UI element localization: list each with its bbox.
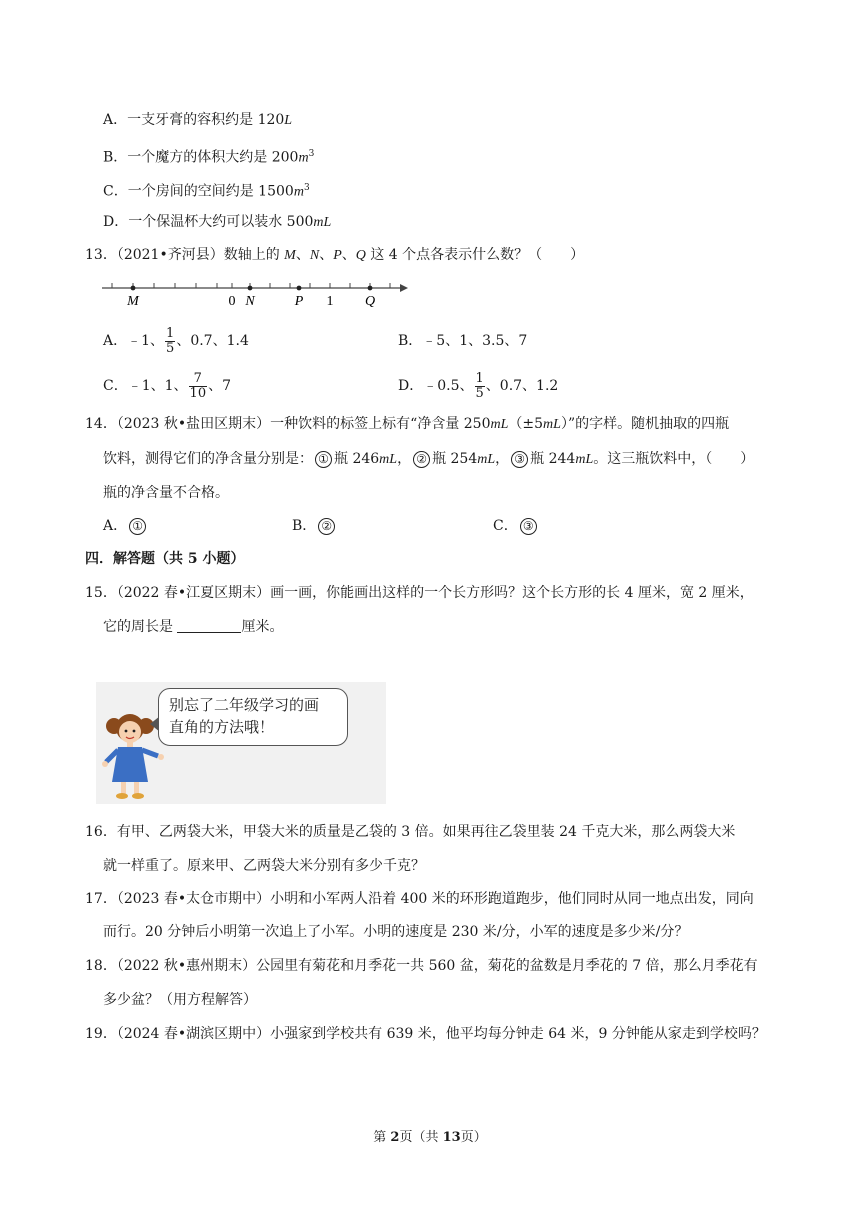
point-p xyxy=(297,286,302,291)
q12-option-b: B．一个魔方的体积大约是 $200m^3$ xyxy=(103,149,315,166)
q14-line-3: 瓶的净含量不合格。 xyxy=(103,485,229,501)
fraction: $\frac{1}{5}$ xyxy=(166,325,175,356)
label-zero: 0 xyxy=(228,294,236,309)
q14-option-a: A． ① xyxy=(103,516,148,536)
q16-line-1: 16．有甲、乙两袋大米，甲袋大米的质量是乙袋的 3 倍。如果再往乙袋里装 24 千克大米，那么两袋大米 xyxy=(85,824,736,840)
q18-line-2: 多少盆？（用方程解答） xyxy=(103,992,257,1008)
q12-option-d: D．一个保温杯大约可以装水 500mL xyxy=(103,214,332,230)
q18-line-1: 18．（2022 秋•惠州期末）公园里有菊花和月季花一共 560 盆，菊花的盆数是月季花的 7 倍，那么月季花有 xyxy=(85,958,758,974)
girl-illustration xyxy=(96,682,386,804)
fraction: $\frac{1}{5}$ xyxy=(475,370,484,401)
q14-option-b: B． ② xyxy=(292,516,337,536)
q13-option-a: A．﹣1、 $\frac{1}{5}$ 、0.7、1.4 xyxy=(103,325,249,356)
number-line-arrow xyxy=(400,284,408,292)
section-title: 四．解答题（共 5 小题） xyxy=(85,551,245,567)
point-n xyxy=(248,286,253,291)
q13-option-c: C．﹣1、1、 $\frac{7}{10}$ 、7 xyxy=(103,370,232,401)
q12-option-c: C．一个房间的空间约是 $1500m^3$ xyxy=(103,183,310,200)
q15-line-1: 15．（2022 春•江夏区期末）画一画，你能画出这样的一个长方形吗？这个长方形的长 4 厘米，宽 2 厘米， xyxy=(85,585,754,601)
page-footer: 第 2页（共 13页） xyxy=(373,1130,487,1145)
label-q: Q xyxy=(364,294,376,309)
q17-line-1: 17．（2023 春•太仓市期中）小明和小军两人沿着 400 米的环形跑道跑步，他们同时从同一地点出发，同向 xyxy=(85,891,754,907)
q14-option-c: C． ③ xyxy=(493,516,539,536)
fraction: $\frac{7}{10}$ xyxy=(189,370,207,401)
q14-line-2: 饮料，测得它们的净含量分别是： ① 瓶 246mL， ② 瓶 254mL， ③ 瓶 244mL。这三瓶饮料中，（ ） xyxy=(103,451,755,467)
label-m: M xyxy=(127,294,139,309)
q17-line-2: 而行。20 分钟后小明第一次追上了小军。小明的速度是 230 米/分，小军的速度是多少米/分？ xyxy=(103,924,689,940)
q16-line-2: 就一样重了。原来甲、乙两袋大米分别有多少千克？ xyxy=(103,858,425,874)
point-q xyxy=(368,286,373,291)
q13-option-d: D．﹣0.5、 $\frac{1}{5}$ 、0.7、1.2 xyxy=(398,370,559,401)
q12-option-a: A．一支牙膏的容积约是 120L xyxy=(103,112,293,128)
q13-stem: 13．（2021•齐河县）数轴上的 M、N、P、Q 这 4 个点各表示什么数？（ ） xyxy=(85,247,585,263)
number-line xyxy=(98,276,410,310)
label-one: 1 xyxy=(326,294,334,309)
q14-line-1: 14．（2023 秋•盐田区期末）一种饮料的标签上标有“净含量 250mL（±5mL）”的字样。随机抽取的四瓶 xyxy=(85,416,730,432)
q13-option-b: B．﹣5、1、3.5、7 xyxy=(398,333,528,349)
point-m xyxy=(131,286,136,291)
q19-line-1: 19．（2024 春•湖滨区期中）小强家到学校共有 639 米，他平均每分钟走 64 米，9 分钟能从家走到学校吗？ xyxy=(85,1026,766,1042)
answer-blank[interactable] xyxy=(177,618,241,633)
q15-line-2: 它的周长是 厘米。 xyxy=(103,619,284,635)
label-p: P xyxy=(294,294,304,309)
speech-bubble: 别忘了二年级学习的画 直角的方法哦！ xyxy=(158,688,348,746)
label-n: N xyxy=(245,294,255,309)
